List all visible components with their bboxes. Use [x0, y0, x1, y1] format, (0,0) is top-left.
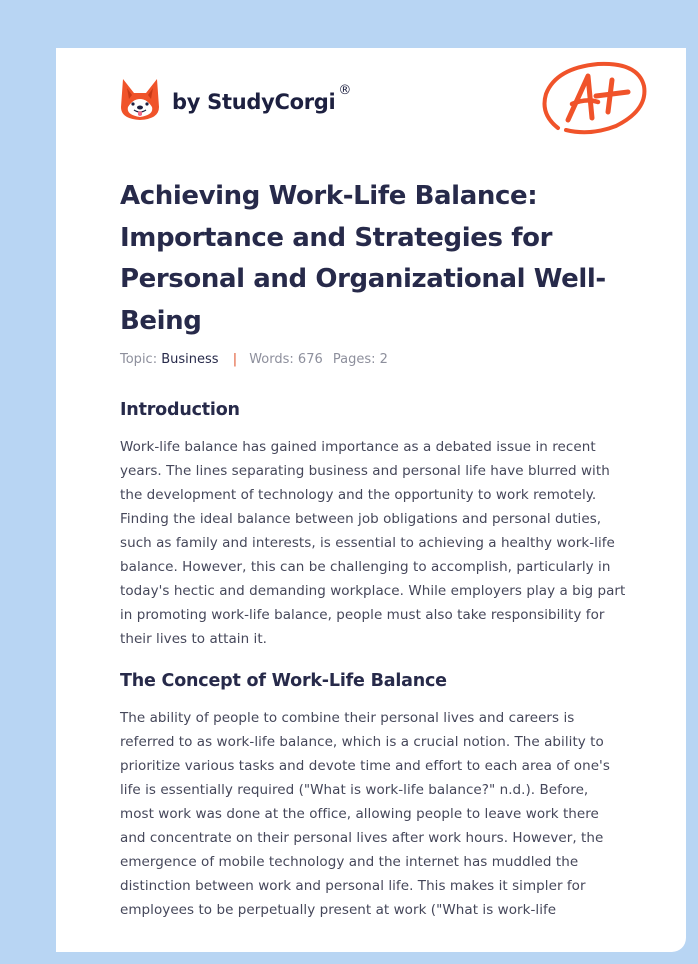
grade-badge [538, 58, 650, 146]
brand-logo[interactable] [120, 74, 351, 124]
meta-separator: | [232, 352, 238, 367]
brand-name: by StudyCorgi [172, 90, 336, 114]
section-heading-introduction: Introduction [120, 400, 240, 420]
document-content [120, 176, 630, 922]
document-meta [120, 351, 630, 369]
a-plus-grade-icon [538, 58, 650, 142]
section-paragraph-introduction: Work-life balance has gained importance as a debated issue in recent years. The lines separating business and personal life have blurred with the development of technology and the opportunity to work remotely. Finding the ideal balance between job obligations and personal duties, such as family and interests, is essential to achieving a healthy work-life balance. However, this can be challenging to accomplish, particularly in today's hectic and demanding workplace. While employers play a big part in promoting work-life balance, people must also take responsibility for their lives to attain it. [120, 439, 626, 647]
page-count: Pages: 2 [332, 352, 388, 367]
topic-label: Topic: [120, 352, 158, 367]
document-card [56, 48, 686, 952]
topic-link[interactable]: Business [161, 352, 219, 367]
corgi-logo-icon [120, 77, 160, 121]
section-heading-concept: The Concept of Work-Life Balance [120, 671, 447, 691]
word-count: Words: 676 [249, 352, 323, 367]
section-paragraph-concept: The ability of people to combine their personal lives and careers is referred to as work-life balance, which is a crucial notion. The ability to prioritize various tasks and devote time and effort to each area of one's life is essentially required ("What is work-life balance?" n.d.). Before, most work was done at the office, allowing people to leave work there and concentrate on their personal lives after work hours. However, the emergence of mobile technology and the internet has muddled the distinction between work and personal life. This makes it simpler for employees to be perpetually present at work ("What is work-life [120, 710, 610, 918]
document-title: Achieving Work-Life Balance: Importance and Strategies for Personal and Organizational Well- Being [120, 181, 606, 336]
registered-mark: ® [338, 82, 352, 98]
